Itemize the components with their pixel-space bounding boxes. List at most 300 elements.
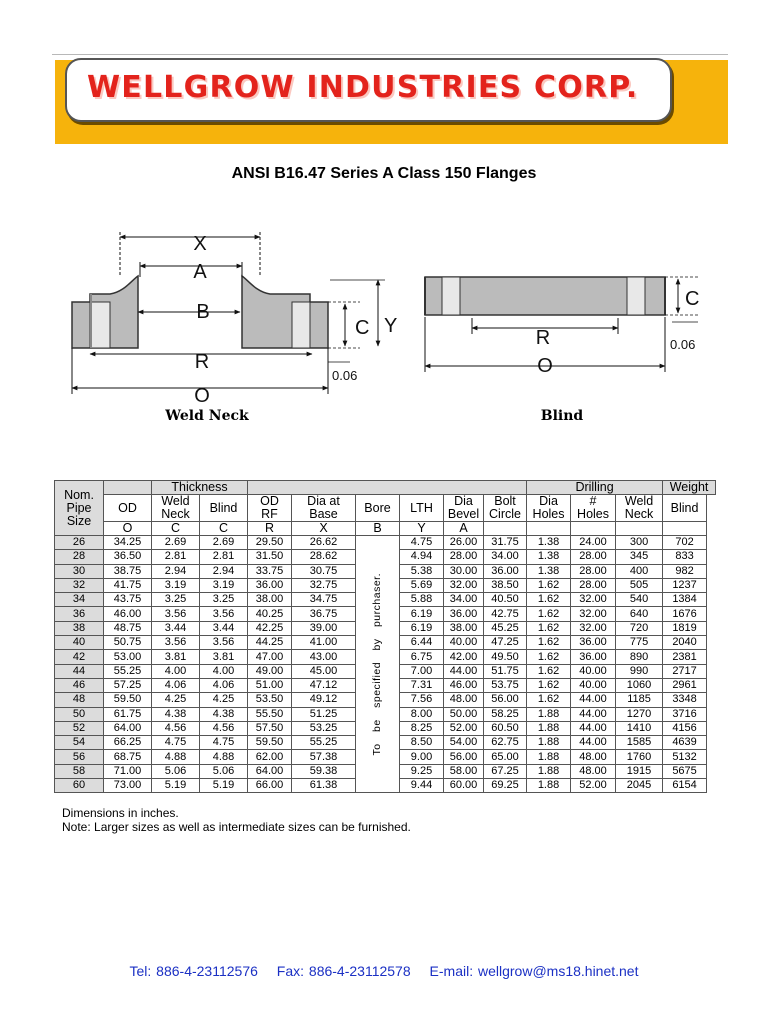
table-cell: 24.00 (571, 536, 616, 550)
table-cell: 56.00 (484, 693, 527, 707)
header-group-blank-1 (104, 481, 152, 495)
pipe-size-cell: 46 (55, 678, 104, 692)
table-cell: 540 (616, 593, 663, 607)
table-cell: 6.44 (400, 636, 444, 650)
table-cell: 62.00 (248, 750, 292, 764)
table-cell: 4639 (663, 736, 707, 750)
table-cell: 8.25 (400, 721, 444, 735)
company-name: WELLGROW INDUSTRIES CORP. (87, 70, 639, 105)
table-cell: 48.00 (444, 693, 484, 707)
table-cell: 66.00 (248, 779, 292, 793)
table-cell: 64.00 (104, 721, 152, 735)
table-cell: 4.00 (152, 664, 200, 678)
pipe-size-cell: 58 (55, 764, 104, 778)
table-cell: 41.00 (292, 636, 356, 650)
table-cell: 57.38 (292, 750, 356, 764)
table-cell: 48.00 (571, 764, 616, 778)
pipe-size-cell: 54 (55, 736, 104, 750)
table-cell: 4.00 (200, 664, 248, 678)
table-cell: 55.50 (248, 707, 292, 721)
header-symbol-blank (527, 522, 571, 536)
table-cell: 53.00 (104, 650, 152, 664)
table-cell: 34.75 (292, 593, 356, 607)
flange-diagrams (60, 222, 710, 432)
table-cell: 3.19 (200, 578, 248, 592)
table-cell: 1.38 (527, 536, 571, 550)
table-cell: 1.62 (527, 578, 571, 592)
table-cell: 36.00 (484, 564, 527, 578)
table-cell: 2.69 (200, 536, 248, 550)
header-symbol: Y (400, 522, 444, 536)
table-cell: 43.00 (292, 650, 356, 664)
header-group-drilling: Drilling (527, 481, 663, 495)
table-cell: 40.25 (248, 607, 292, 621)
table-cell: 47.12 (292, 678, 356, 692)
table-cell: 1.88 (527, 721, 571, 735)
table-cell: 40.50 (484, 593, 527, 607)
table-cell: 702 (663, 536, 707, 550)
table-cell: 34.00 (484, 550, 527, 564)
table-cell: 58.25 (484, 707, 527, 721)
table-cell: 2.81 (152, 550, 200, 564)
table-cell: 45.25 (484, 621, 527, 635)
table-cell: 1.88 (527, 707, 571, 721)
table-cell: 1384 (663, 593, 707, 607)
table-cell: 31.75 (484, 536, 527, 550)
blind-label-dim: 0.06 (670, 337, 696, 352)
table-cell: 1.38 (527, 564, 571, 578)
table-cell: 30.75 (292, 564, 356, 578)
table-cell: 1060 (616, 678, 663, 692)
header-num-holes: # Holes (571, 495, 616, 522)
table-cell: 720 (616, 621, 663, 635)
table-cell: 53.75 (484, 678, 527, 692)
header-symbol: B (356, 522, 400, 536)
flange-dimensions-table (54, 480, 716, 793)
table-cell: 48.00 (571, 750, 616, 764)
table-cell: 47.25 (484, 636, 527, 650)
pipe-size-cell: 40 (55, 636, 104, 650)
table-cell: 56.00 (444, 750, 484, 764)
table-cell: 4.38 (200, 707, 248, 721)
table-cell: 58.00 (444, 764, 484, 778)
table-cell: 32.00 (571, 621, 616, 635)
table-cell: 775 (616, 636, 663, 650)
table-cell: 4156 (663, 721, 707, 735)
table-cell: 28.62 (292, 550, 356, 564)
table-cell: 65.00 (484, 750, 527, 764)
table-cell: 36.00 (571, 650, 616, 664)
note-units: Dimensions in inches. (62, 806, 179, 820)
table-cell: 2.81 (200, 550, 248, 564)
table-cell: 2040 (663, 636, 707, 650)
table-cell: 57.25 (104, 678, 152, 692)
table-cell: 49.12 (292, 693, 356, 707)
table-cell: 3.19 (152, 578, 200, 592)
table-cell: 57.50 (248, 721, 292, 735)
table-cell: 4.25 (200, 693, 248, 707)
table-cell: 7.31 (400, 678, 444, 692)
table-cell: 1.88 (527, 750, 571, 764)
table-cell: 44.00 (571, 693, 616, 707)
table-cell: 1.88 (527, 736, 571, 750)
table-cell: 990 (616, 664, 663, 678)
blind-drawing (425, 277, 699, 424)
table-cell: 8.50 (400, 736, 444, 750)
table-cell: 32.00 (444, 578, 484, 592)
table-cell: 31.50 (248, 550, 292, 564)
table-cell: 40.00 (444, 636, 484, 650)
table-cell: 400 (616, 564, 663, 578)
pipe-size-cell: 28 (55, 550, 104, 564)
table-cell: 36.00 (444, 607, 484, 621)
table-cell: 5675 (663, 764, 707, 778)
table-cell: 4.56 (200, 721, 248, 735)
table-cell: 42.00 (444, 650, 484, 664)
pipe-size-cell: 34 (55, 593, 104, 607)
table-cell: 5.19 (152, 779, 200, 793)
table-cell: 44.25 (248, 636, 292, 650)
table-cell: 2381 (663, 650, 707, 664)
table-cell: 28.00 (571, 550, 616, 564)
table-cell: 3.56 (200, 607, 248, 621)
table-cell: 6.19 (400, 607, 444, 621)
pipe-size-cell: 36 (55, 607, 104, 621)
table-cell: 4.94 (400, 550, 444, 564)
header-thickness-weld-neck: Weld Neck (152, 495, 200, 522)
table-cell: 505 (616, 578, 663, 592)
table-cell: 1915 (616, 764, 663, 778)
table-cell: 68.75 (104, 750, 152, 764)
table-cell: 7.56 (400, 693, 444, 707)
contact-footer (0, 963, 768, 979)
table-cell: 5132 (663, 750, 707, 764)
table-cell: 3348 (663, 693, 707, 707)
table-cell: 51.00 (248, 678, 292, 692)
table-cell: 49.00 (248, 664, 292, 678)
table-cell: 3.25 (152, 593, 200, 607)
table-cell: 73.00 (104, 779, 152, 793)
pipe-size-cell: 42 (55, 650, 104, 664)
table-cell: 32.75 (292, 578, 356, 592)
table-cell: 41.75 (104, 578, 152, 592)
table-cell: 44.00 (571, 707, 616, 721)
table-cell: 44.00 (571, 721, 616, 735)
table-cell: 1.62 (527, 621, 571, 635)
weld-neck-label-dim: 0.06 (332, 368, 358, 383)
table-cell: 4.75 (200, 736, 248, 750)
table-cell: 4.56 (152, 721, 200, 735)
pipe-size-cell: 38 (55, 621, 104, 635)
table-cell: 38.75 (104, 564, 152, 578)
pipe-size-cell: 52 (55, 721, 104, 735)
table-cell: 3.56 (152, 636, 200, 650)
table-cell: 2.94 (152, 564, 200, 578)
table-cell: 47.00 (248, 650, 292, 664)
table-cell: 50.75 (104, 636, 152, 650)
header-bore: Bore (356, 495, 400, 522)
table-cell: 1760 (616, 750, 663, 764)
header-dia-bevel: Dia Bevel (444, 495, 484, 522)
table-cell: 3.56 (152, 607, 200, 621)
table-cell: 45.00 (292, 664, 356, 678)
table-cell: 2961 (663, 678, 707, 692)
table-cell: 1.62 (527, 693, 571, 707)
table-cell: 5.19 (200, 779, 248, 793)
header-dia-holes: Dia Holes (527, 495, 571, 522)
table-cell: 28.00 (444, 550, 484, 564)
table-cell: 36.00 (248, 578, 292, 592)
table-cell: 38.50 (484, 578, 527, 592)
weld-neck-drawing (72, 232, 397, 424)
table-cell: 36.50 (104, 550, 152, 564)
table-cell: 53.25 (292, 721, 356, 735)
table-cell: 55.25 (104, 664, 152, 678)
pipe-size-cell: 50 (55, 707, 104, 721)
table-cell: 3.44 (200, 621, 248, 635)
table-cell: 61.75 (104, 707, 152, 721)
header-banner (55, 60, 728, 144)
table-cell: 59.38 (292, 764, 356, 778)
table-cell: 26.00 (444, 536, 484, 550)
table-cell: 9.00 (400, 750, 444, 764)
table-cell: 53.50 (248, 693, 292, 707)
note-sizes: Note: Larger sizes as well as intermediate sizes can be furnished. (62, 820, 411, 834)
table-cell: 61.38 (292, 779, 356, 793)
table-cell: 3.56 (200, 636, 248, 650)
pipe-size-cell: 30 (55, 564, 104, 578)
table-cell: 66.25 (104, 736, 152, 750)
table-cell: 9.44 (400, 779, 444, 793)
pipe-size-cell: 26 (55, 536, 104, 550)
table-cell: 60.50 (484, 721, 527, 735)
header-lth: LTH (400, 495, 444, 522)
table-cell: 4.25 (152, 693, 200, 707)
header-symbol-blank (616, 522, 663, 536)
table-cell: 62.75 (484, 736, 527, 750)
table-cell: 4.38 (152, 707, 200, 721)
table-cell: 50.00 (444, 707, 484, 721)
table-cell: 5.38 (400, 564, 444, 578)
header-dia-base: Dia at Base (292, 495, 356, 522)
table-cell: 640 (616, 607, 663, 621)
weld-neck-label-a: A (193, 261, 207, 283)
table-cell: 54.00 (444, 736, 484, 750)
table-cell: 33.75 (248, 564, 292, 578)
blind-label-c: C (685, 288, 700, 310)
pipe-size-cell: 44 (55, 664, 104, 678)
table-cell: 1585 (616, 736, 663, 750)
table-cell: 3.81 (200, 650, 248, 664)
header-symbol: X (292, 522, 356, 536)
table-cell: 44.00 (444, 664, 484, 678)
table-cell: 6.75 (400, 650, 444, 664)
table-cell: 64.00 (248, 764, 292, 778)
table-cell: 5.69 (400, 578, 444, 592)
company-logo (65, 58, 672, 122)
table-cell: 55.25 (292, 736, 356, 750)
header-od-rf: OD RF (248, 495, 292, 522)
top-rule (52, 54, 728, 55)
table-cell: 2045 (616, 779, 663, 793)
header-group-blank-2 (248, 481, 527, 495)
table-cell: 59.50 (248, 736, 292, 750)
table-cell: 2.69 (152, 536, 200, 550)
page-title: ANSI B16.47 Series A Class 150 Flanges (231, 165, 537, 182)
header-symbol: C (200, 522, 248, 536)
table-cell: 30.00 (444, 564, 484, 578)
table-cell: 4.75 (152, 736, 200, 750)
table-cell: 1.88 (527, 764, 571, 778)
table-cell: 345 (616, 550, 663, 564)
table-row (55, 536, 716, 550)
table-cell: 982 (663, 564, 707, 578)
pipe-size-cell: 60 (55, 779, 104, 793)
blind-label-r: R (535, 327, 551, 349)
table-cell: 4.06 (200, 678, 248, 692)
table-cell: 42.25 (248, 621, 292, 635)
table-cell: 69.25 (484, 779, 527, 793)
header-symbol-blank (484, 522, 527, 536)
table-cell: 60.00 (444, 779, 484, 793)
table-cell: 71.00 (104, 764, 152, 778)
table-cell: 6154 (663, 779, 707, 793)
table-cell: 38.00 (444, 621, 484, 635)
weld-neck-label-x: X (193, 233, 207, 255)
table-cell: 9.25 (400, 764, 444, 778)
table-cell: 8.00 (400, 707, 444, 721)
table-cell: 1185 (616, 693, 663, 707)
table-cell: 52.00 (571, 779, 616, 793)
table-cell: 52.00 (444, 721, 484, 735)
footer-fax: Fax: 886-4-23112578 (276, 963, 411, 979)
table-cell: 890 (616, 650, 663, 664)
header-weight-blind: Blind (663, 495, 707, 522)
table-cell: 4.88 (152, 750, 200, 764)
table-cell: 2.94 (200, 564, 248, 578)
blind-caption: Blind (540, 408, 584, 424)
blind-label-o: O (537, 355, 553, 377)
pipe-size-cell: 32 (55, 578, 104, 592)
table-cell: 34.00 (444, 593, 484, 607)
table-cell: 28.00 (571, 578, 616, 592)
header-symbol: A (444, 522, 484, 536)
table-cell: 1.62 (527, 636, 571, 650)
table-cell: 3716 (663, 707, 707, 721)
table-cell: 36.75 (292, 607, 356, 621)
weld-neck-caption: Weld Neck (165, 408, 249, 424)
table-cell: 1.62 (527, 593, 571, 607)
header-symbol: O (104, 522, 152, 536)
footer-tel: Tel: 886-4-23112576 (129, 963, 258, 979)
table-cell: 51.75 (484, 664, 527, 678)
notes (62, 806, 411, 834)
header-symbol: C (152, 522, 200, 536)
table-cell: 46.00 (104, 607, 152, 621)
table-cell: 40.00 (571, 678, 616, 692)
table-cell: 300 (616, 536, 663, 550)
table-cell: 39.00 (292, 621, 356, 635)
table-cell: 3.81 (152, 650, 200, 664)
table-cell: 34.25 (104, 536, 152, 550)
table-cell: 36.00 (571, 636, 616, 650)
table-cell: 48.75 (104, 621, 152, 635)
table-cell: 1270 (616, 707, 663, 721)
footer-email[interactable]: E-mail: wellgrow@ms18.hinet.net (429, 963, 639, 979)
table-cell: 67.25 (484, 764, 527, 778)
table-cell: 43.75 (104, 593, 152, 607)
table-cell: 32.00 (571, 607, 616, 621)
bore-note: To be specified by purchaser. (371, 572, 383, 756)
table-body (55, 536, 716, 793)
table-cell: 7.00 (400, 664, 444, 678)
table-cell: 833 (663, 550, 707, 564)
header-weight-weld-neck: Weld Neck (616, 495, 663, 522)
weld-neck-label-c: C (355, 317, 370, 339)
table-cell: 6.19 (400, 621, 444, 635)
table-cell: 46.00 (444, 678, 484, 692)
pipe-size-cell: 48 (55, 693, 104, 707)
table-cell: 1410 (616, 721, 663, 735)
table-cell: 38.00 (248, 593, 292, 607)
table-cell: 1237 (663, 578, 707, 592)
table-cell: 32.00 (571, 593, 616, 607)
table-cell: 5.06 (152, 764, 200, 778)
table-cell: 1.62 (527, 664, 571, 678)
header-group-thickness: Thickness (152, 481, 248, 495)
table-cell: 3.25 (200, 593, 248, 607)
header-nom-pipe-size: Nom. Pipe Size (55, 481, 104, 536)
header-od: OD (104, 495, 152, 522)
table-cell: 49.50 (484, 650, 527, 664)
table-cell: 1819 (663, 621, 707, 635)
header-symbol: R (248, 522, 292, 536)
table-cell: 5.88 (400, 593, 444, 607)
table-cell: 3.44 (152, 621, 200, 635)
table-cell: 26.62 (292, 536, 356, 550)
table-cell: 1.62 (527, 607, 571, 621)
header-symbol-blank (663, 522, 707, 536)
table-cell: 44.00 (571, 736, 616, 750)
table-cell: 1676 (663, 607, 707, 621)
pipe-size-cell: 56 (55, 750, 104, 764)
weld-neck-label-o: O (194, 385, 210, 407)
weld-neck-label-r: R (194, 351, 210, 373)
weld-neck-label-y: Y (384, 315, 398, 337)
table-cell: 29.50 (248, 536, 292, 550)
table-cell: 1.88 (527, 779, 571, 793)
table-cell: 51.25 (292, 707, 356, 721)
table-cell: 4.06 (152, 678, 200, 692)
table-cell: 28.00 (571, 564, 616, 578)
table-cell: 40.00 (571, 664, 616, 678)
table-cell: 59.50 (104, 693, 152, 707)
table-cell: 1.38 (527, 550, 571, 564)
bore-note-cell (356, 536, 400, 793)
weld-neck-label-b: B (196, 301, 210, 323)
table-cell: 5.06 (200, 764, 248, 778)
header-bolt-circle: Bolt Circle (484, 495, 527, 522)
header-group-weight: Weight (663, 481, 716, 495)
table-cell: 4.75 (400, 536, 444, 550)
header-symbol-blank (571, 522, 616, 536)
table-cell: 1.62 (527, 650, 571, 664)
table-cell: 1.62 (527, 678, 571, 692)
table-cell: 42.75 (484, 607, 527, 621)
header-thickness-blind: Blind (200, 495, 248, 522)
table-cell: 2717 (663, 664, 707, 678)
table-cell: 4.88 (200, 750, 248, 764)
